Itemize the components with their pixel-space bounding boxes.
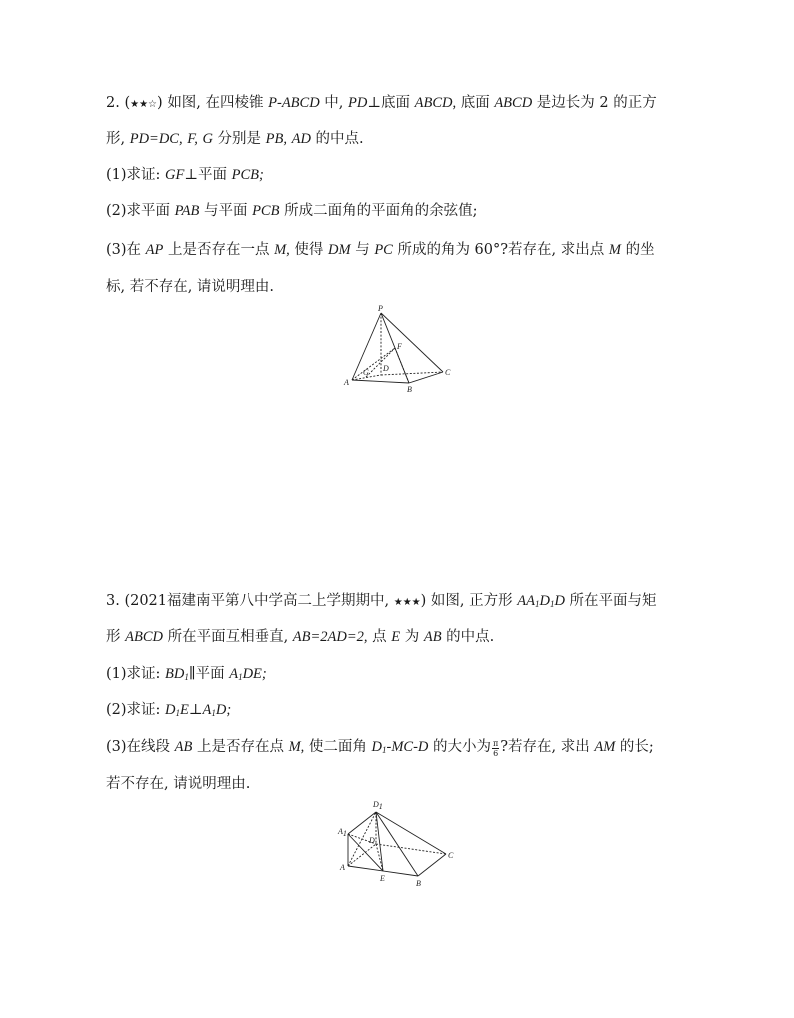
problem2-line2 [106, 129, 364, 149]
math-var: F, [187, 131, 198, 147]
math-var: A [229, 666, 239, 682]
math-var: PCB; [231, 167, 264, 183]
problem2-part2 [106, 201, 477, 221]
label-a1: A1 [338, 827, 347, 838]
math-var: DM [328, 242, 351, 258]
subscript: 1 [211, 708, 216, 718]
problem3-line2 [106, 627, 494, 647]
math-var: PB, [265, 131, 287, 147]
problem2-part3-cont [106, 277, 274, 297]
edge-pc [381, 313, 443, 372]
math-var: PD=DC, [129, 131, 183, 147]
pyramid-diagram [338, 302, 458, 397]
math-var: AB [423, 629, 442, 645]
text: 所成的角为 60°?若存在, 求出点 [392, 242, 609, 258]
math-var: A [202, 702, 212, 718]
math-var: ABCD [494, 95, 533, 111]
problem3-part1 [106, 664, 267, 684]
text: ⊥平面 [184, 167, 232, 183]
edge-dc [376, 844, 446, 854]
problem3-source: (2021福建南平第八中学高二上学期期中, [124, 593, 394, 609]
text: 如图, 在四棱锥 [167, 95, 269, 111]
subscript: 1 [549, 599, 555, 609]
text: (1)求证: [106, 666, 166, 682]
problem3-line1 [106, 591, 657, 613]
text: 为 [400, 629, 424, 645]
text: 若不存在, 请说明理由. [106, 776, 251, 792]
segment-d1c [376, 812, 446, 854]
text: 所在平面与矩 [564, 593, 657, 609]
math-var: M [608, 242, 621, 258]
text: 上是否存在一点 [163, 242, 275, 258]
edge-bc [418, 854, 446, 876]
math-var: E [180, 702, 189, 718]
math-var: P-ABCD [268, 95, 320, 111]
text: 的中点. [310, 131, 364, 147]
text: ?若存在, 求出 [500, 739, 595, 755]
label-c: C [448, 851, 454, 860]
math-var: AB=2AD=2, [292, 629, 368, 645]
math-var: GF [165, 167, 185, 183]
text: 的中点. [441, 629, 495, 645]
subscript: 1 [382, 745, 387, 755]
math-var: ABCD [125, 629, 163, 645]
edge-ab [352, 380, 409, 383]
math-var: -MC-D [386, 739, 429, 755]
edge-a1d1 [348, 812, 376, 834]
text: 与平面 [199, 203, 253, 219]
text: (1)求证: [106, 167, 166, 183]
math-var: D [371, 739, 383, 755]
math-var: ABCD, [414, 95, 457, 111]
problem3-part3-cont [106, 774, 250, 794]
problem2-number: 2. [106, 95, 120, 111]
subscript: 1 [238, 672, 243, 682]
prism-figure [334, 796, 464, 895]
text: 形 [106, 629, 126, 645]
text: 点 [367, 629, 392, 645]
fraction-denominator: 6 [493, 749, 499, 758]
label-a: A [344, 378, 349, 387]
math-var: AB [174, 739, 193, 755]
math-var: D; [215, 702, 232, 718]
text: 的大小为 [428, 739, 492, 755]
text: 是边长为 2 的正方 [532, 95, 657, 111]
prism-diagram [334, 796, 464, 891]
text: 的坐 [620, 242, 655, 258]
math-var: AM [594, 739, 616, 755]
label-f: F [397, 342, 402, 351]
segment-gf [366, 348, 395, 377]
pyramid-figure [338, 302, 458, 401]
label-g: G [363, 368, 369, 377]
text: 形, [106, 131, 130, 147]
text: 上是否存在点 [192, 739, 289, 755]
text: (3)在 [106, 242, 146, 258]
math-var: E [391, 629, 401, 645]
text: 分别是 [212, 131, 266, 147]
problem2-part1 [106, 165, 264, 185]
subscript: 1 [184, 672, 189, 682]
edge-ad [348, 844, 376, 866]
text: 底面 [456, 95, 495, 111]
math-var: D [539, 593, 550, 609]
label-b: B [407, 385, 412, 394]
label-c: C [445, 368, 451, 377]
text: (2)求证: [106, 702, 166, 718]
text: 所成二面角的平面角的余弦值; [279, 203, 478, 219]
label-a: A [340, 863, 345, 872]
text: (2)求平面 [106, 203, 175, 219]
label-d: D [369, 836, 375, 845]
text: 标, 若不存在, 请说明理由. [106, 279, 275, 295]
math-var: BD [165, 666, 185, 682]
math-var: DE; [242, 666, 267, 682]
math-var: M, [288, 739, 305, 755]
subscript: 1 [534, 599, 540, 609]
math-var: AA [517, 593, 535, 609]
label-d: D [383, 364, 389, 373]
text: 所在平面互相垂直, [162, 629, 293, 645]
math-var: D [554, 593, 565, 609]
math-var: D [165, 702, 176, 718]
fraction-pi-over-6 [492, 739, 499, 758]
problem2-part3 [106, 240, 655, 260]
text: 使得 [289, 242, 329, 258]
label-d1: D1 [373, 800, 383, 811]
text: (3)在线段 [106, 739, 175, 755]
problem3-number: 3. [106, 593, 120, 609]
fraction-numerator: π [493, 739, 499, 748]
text: 与 [350, 242, 375, 258]
label-e: E [380, 874, 385, 883]
math-var: PCB [252, 203, 280, 219]
text: ∥平面 [188, 666, 230, 682]
text: 使二面角 [304, 739, 372, 755]
label-b: B [416, 879, 421, 888]
difficulty-stars: ★★☆ [130, 99, 158, 110]
problem3-part3 [106, 737, 654, 758]
difficulty-stars: ★★★ [393, 597, 421, 608]
text: ⊥ [188, 702, 203, 718]
math-var: AD [291, 131, 311, 147]
math-var: PC [374, 242, 393, 258]
math-var: PD [348, 95, 368, 111]
math-var: M, [274, 242, 290, 258]
math-var: PAB [174, 203, 200, 219]
problem2-line1: 2. (★★☆) 如图, 在四棱锥 P-ABCD 中, PD⊥底面 ABCD, 底面 ABCD 是边长为 2 的正方 [106, 95, 657, 111]
subscript: 1 [175, 708, 181, 718]
text: 中, [319, 95, 349, 111]
label-p: P [378, 304, 383, 313]
math-var: G [202, 131, 213, 147]
math-var: AP [145, 242, 164, 258]
problem3-part2 [106, 700, 231, 720]
text: ) 如图, 正方形 [420, 593, 518, 609]
text: 的长; [615, 739, 654, 755]
text: ⊥底面 [367, 95, 415, 111]
